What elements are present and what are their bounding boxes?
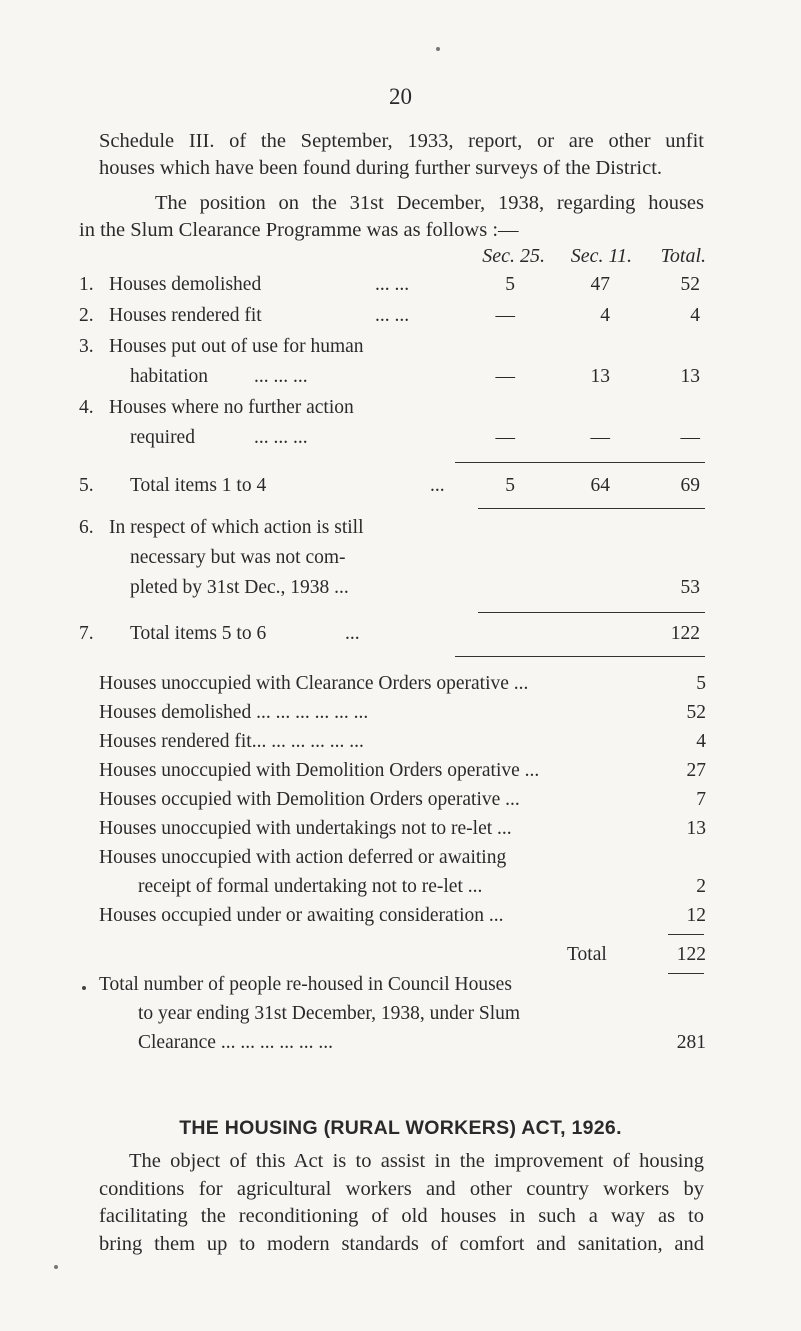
- position-line: in the Slum Clearance Programme was as follows :—: [79, 219, 519, 241]
- row-dots: ... ...: [375, 274, 410, 295]
- cell-sec11: 47: [590, 274, 610, 295]
- rehoused-value: 281: [676, 1032, 706, 1053]
- summary-label: Houses unoccupied with action deferred or awaiting: [99, 847, 507, 868]
- row-dots: ...: [345, 623, 360, 644]
- intro-line: houses which have been found during further surveys of the District.: [99, 157, 663, 179]
- row-number: 6.: [79, 517, 94, 538]
- header-total: Total.: [660, 245, 706, 267]
- subtotal-rule: [455, 462, 705, 463]
- rehoused-line: Clearance ... ... ... ... ... ...: [138, 1032, 333, 1053]
- intro-line: Schedule III. of the September, 1933, report, or are other unfit: [99, 130, 704, 152]
- row-label: Houses rendered fit: [109, 305, 262, 326]
- row-label: Houses demolished: [109, 274, 262, 295]
- summary-value: 52: [686, 702, 706, 723]
- header-sec25: Sec. 25.: [482, 245, 545, 267]
- summary-label: Houses occupied under or awaiting consideration ...: [99, 905, 504, 926]
- section-heading: THE HOUSING (RURAL WORKERS) ACT, 1926.: [179, 1117, 622, 1139]
- row-dots: ... ... ...: [254, 366, 308, 387]
- subtotal-rule: [478, 612, 705, 613]
- act-line: conditions for agricultural workers and other country workers by: [99, 1177, 704, 1200]
- cell-sec11: 13: [590, 366, 610, 387]
- header-sec11: Sec. 11.: [570, 245, 632, 267]
- act-paragraph: [99, 1148, 704, 1258]
- row-number: 7.: [79, 623, 94, 644]
- summary-value: 2: [696, 876, 706, 897]
- row-number: 2.: [79, 305, 94, 326]
- cell-total: 4: [690, 305, 700, 326]
- act-line: The object of this Act is to assist in the improvement of housing: [129, 1150, 704, 1172]
- summary-label: Houses occupied with Demolition Orders operative ...: [99, 789, 520, 810]
- summary-label: Houses rendered fit... ... ... ... ... ...: [99, 731, 364, 752]
- speck-mark: [54, 1265, 58, 1269]
- cell-sec25: 5: [505, 274, 515, 295]
- row-label: Total items 5 to 6: [130, 623, 267, 644]
- summary-label: Houses unoccupied with undertakings not to re-let ...: [99, 818, 512, 839]
- summary-value: 27: [686, 760, 706, 781]
- row-label: Houses put out of use for human: [109, 336, 364, 357]
- summary-value: 12: [686, 905, 706, 926]
- row-dots: ... ... ...: [254, 427, 308, 448]
- subtotal-rule: [478, 508, 705, 509]
- cell-sec11: 64: [590, 475, 610, 496]
- cell-sec25: 5: [505, 475, 515, 496]
- summary-rule: [668, 973, 704, 974]
- summary-total-value: 122: [676, 944, 706, 965]
- summary-value: 13: [686, 818, 706, 839]
- position-line: The position on the 31st December, 1938, regarding houses: [155, 192, 704, 214]
- row-number: 3.: [79, 336, 94, 357]
- row-label: Total items 1 to 4: [130, 475, 267, 496]
- row-label-cont: pleted by 31st Dec., 1938 ...: [130, 577, 349, 598]
- summary-label: Houses unoccupied with Clearance Orders operative ...: [99, 673, 529, 694]
- summary-value: 4: [696, 731, 706, 752]
- row-dots: ... ...: [375, 305, 410, 326]
- cell-sec25: —: [495, 427, 515, 448]
- row-label-cont: necessary but was not com-: [130, 547, 346, 568]
- total-rule: [455, 656, 705, 657]
- row-number: 1.: [79, 274, 94, 295]
- page-number: 20: [389, 84, 412, 109]
- row-label: Houses where no further action: [109, 397, 354, 418]
- cell-sec25: —: [495, 366, 515, 387]
- summary-label-cont: receipt of formal undertaking not to re-let ...: [138, 876, 483, 897]
- row-dots: ...: [430, 475, 445, 496]
- bullet-dot: [82, 986, 86, 990]
- intro-paragraph: [99, 128, 704, 182]
- position-paragraph: [79, 190, 704, 244]
- summary-rule: [668, 934, 704, 935]
- row-number: 5.: [79, 475, 94, 496]
- cell-total: 122: [670, 623, 700, 644]
- act-line: facilitating the reconditioning of old houses in such a way as to: [99, 1205, 704, 1227]
- summary-label: Houses demolished ... ... ... ... ... ...: [99, 702, 369, 723]
- cell-total: 52: [680, 274, 700, 295]
- row-label: In respect of which action is still: [109, 517, 364, 538]
- rehoused-line: to year ending 31st December, 1938, under Slum: [138, 1003, 521, 1024]
- rehoused-line: Total number of people re-housed in Council Houses: [99, 974, 512, 995]
- summary-label: Houses unoccupied with Demolition Orders operative ...: [99, 760, 540, 781]
- row-label-cont: required: [130, 427, 195, 448]
- cell-total: 69: [680, 475, 700, 496]
- row-label-cont: habitation: [130, 366, 208, 387]
- summary-value: 7: [696, 789, 706, 810]
- row-number: 4.: [79, 397, 94, 418]
- cell-total: 53: [680, 577, 700, 598]
- cell-sec11: 4: [600, 305, 610, 326]
- summary-total-label: Total: [567, 944, 607, 965]
- cell-total: —: [680, 427, 700, 448]
- cell-sec25: —: [495, 305, 515, 326]
- cell-total: 13: [680, 366, 700, 387]
- speck-mark: [436, 47, 440, 51]
- act-line: bring them up to modern standards of comfort and sanitation, and: [99, 1232, 704, 1255]
- summary-value: 5: [696, 673, 706, 694]
- cell-sec11: —: [590, 427, 610, 448]
